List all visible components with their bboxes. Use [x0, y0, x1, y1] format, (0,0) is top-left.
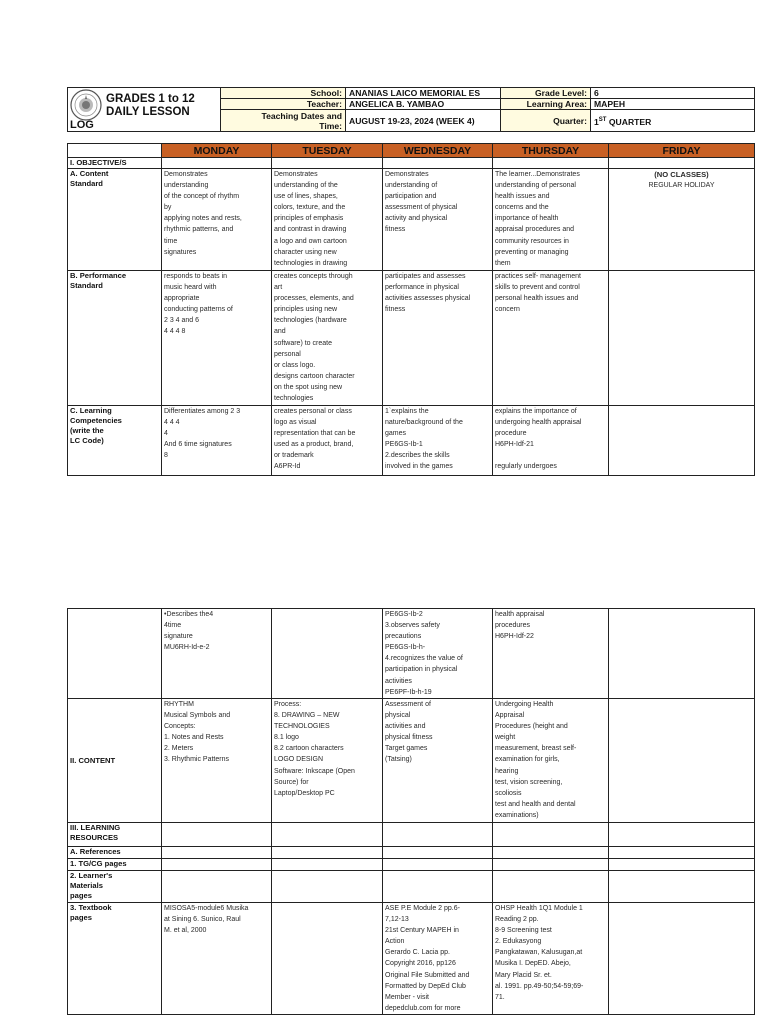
- competencies-mon: Differentiates among 2 3 4 4 4 4 And 6 time signatures 8: [162, 406, 272, 476]
- content-mon: RHYTHM Musical Symbols and Concepts: 1. Notes and Rests 2. Meters 3. Rhythmic Patterns: [162, 699, 272, 823]
- lesson-table-page1: [67, 143, 755, 476]
- teacher-value: ANGELICA B. YAMBAO: [346, 99, 501, 110]
- header-table: [67, 87, 755, 132]
- dll-title: GRADES 1 to 12 DAILY LESSON: [106, 93, 195, 118]
- title-cell: [68, 88, 221, 132]
- performance-standard-mon: responds to beats in music heard with appropriate conducting patterns of 2 3 4 and 6 4 4 4 8: [162, 271, 272, 406]
- learning-area-label: Learning Area:: [501, 99, 591, 110]
- school-label: School:: [221, 88, 346, 99]
- competencies-wed: 1`explains the nature/background of the games PE6GS-Ib-1 2.describes the skills involved in the games: [383, 406, 493, 476]
- no-classes-label: (NO CLASSES): [654, 170, 709, 179]
- quarter-label: Quarter:: [501, 110, 591, 132]
- competencies-thu: explains the importance of undergoing health appraisal procedure H6PH-Idf-21 regularly undergoes: [493, 406, 609, 476]
- textbook-thu: OHSP Health 1Q1 Module 1 Reading 2 pp. 8-9 Screening test 2. Edukasyong Pangkatawan, Kalusugan,at Musika I. DepED. Abejo, Mary Placid Sr. et. al. 1991. pp.49-50;54-59;69- 71.: [493, 903, 609, 1015]
- competencies-cont-mon: •Describes the4 4time signature MU6RH-Id-e-2: [162, 609, 272, 699]
- content-standard-wed: Demonstrates understanding of participation and assessment of physical activity and physical fitness: [383, 169, 493, 271]
- day-tuesday: TUESDAY: [272, 144, 383, 158]
- objectives-label: I. OBJECTIVE/S: [68, 158, 162, 169]
- competencies-tue: creates personal or class logo as visual representation that can be used as a product, brand, or trademark A6PR-Id: [272, 406, 383, 476]
- day-thursday: THURSDAY: [493, 144, 609, 158]
- performance-standard-label: B. Performance Standard: [68, 271, 162, 406]
- tg-cg-pages-label: 1. TG/CG pages: [68, 859, 162, 871]
- competencies-cont-thu: health appraisal procedures H6PH-Idf-22: [493, 609, 609, 699]
- learning-area-value: MAPEH: [591, 99, 755, 110]
- textbook-mon: MISOSA5-module6 Musika at Sining 6. Sunico, Raul M. et al, 2000: [162, 903, 272, 1015]
- grade-level-value: 6: [591, 88, 755, 99]
- content-standard-label: A. Content Standard: [68, 169, 162, 271]
- content-standard-fri: [609, 169, 755, 271]
- holiday-label: REGULAR HOLIDAY: [648, 182, 715, 190]
- performance-standard-wed: participates and assesses performance in physical activities assesses physical fitness: [383, 271, 493, 406]
- content-thu: Undergoing Health Appraisal Procedures (height and weight measurement, breast self- examination for girls, hearing test, vision screening, scoliosis test and health and dental examinations): [493, 699, 609, 823]
- learners-materials-label: 2. Learner's Materials pages: [68, 871, 162, 903]
- content-standard-thu: The learner...Demonstrates understanding of personal health issues and concerns and the importance of health appraisal procedures and community resources in preventing or managing them: [493, 169, 609, 271]
- deped-seal-icon: [70, 89, 102, 121]
- grade-level-label: Grade Level:: [501, 88, 591, 99]
- learning-resources-label: III. LEARNING RESOURCES: [68, 823, 162, 847]
- dates-value: AUGUST 19-23, 2024 (WEEK 4): [346, 110, 501, 132]
- content-label: II. CONTENT: [68, 699, 162, 823]
- content-standard-tue: Demonstrates understanding of the use of lines, shapes, colors, texture, and the principles of emphasis and contrast in drawing a logo and own cartoon character using new technologies in drawing: [272, 169, 383, 271]
- content-tue: Process: 8. DRAWING – NEW TECHNOLOGIES 8.1 logo 8.2 cartoon characters LOGO DESIGN Software: Inkscape (Open Source) for Laptop/Desktop PC: [272, 699, 383, 823]
- dates-label: Teaching Dates and Time:: [221, 110, 346, 132]
- content-wed: Assessment of physical activities and physical fitness Target games (Tatsing): [383, 699, 493, 823]
- content-standard-mon: Demonstrates understanding of the concept of rhythm by applying notes and rests, rhythmic patterns, and time signatures: [162, 169, 272, 271]
- lesson-table-page2: [67, 608, 755, 1015]
- quarter-value: 1ST QUARTER: [591, 110, 755, 132]
- textbook-wed: ASE P.E Module 2 pp.6- 7,12-13 21st Century MAPEH in Action Gerardo C. Lacia pp. Copyright 2016, pp126 Original File Submitted and Formatted by DepEd Club Member - visit depedclub.com for more: [383, 903, 493, 1015]
- corner-cell: [68, 144, 162, 158]
- textbook-pages-label: 3. Textbook pages: [68, 903, 162, 1015]
- dll-title-log: LOG: [70, 119, 94, 131]
- day-friday: FRIDAY: [609, 144, 755, 158]
- day-wednesday: WEDNESDAY: [383, 144, 493, 158]
- competencies-cont-wed: PE6GS-Ib-2 3.observes safety precautions PE6GS-Ib-h- 4.recognizes the value of participation in physical activities PE6PF-Ib-h-19: [383, 609, 493, 699]
- references-label: A. References: [68, 847, 162, 859]
- performance-standard-thu: practices self- management skills to prevent and control personal health issues and concern: [493, 271, 609, 406]
- day-monday: MONDAY: [162, 144, 272, 158]
- school-value: ANANIAS LAICO MEMORIAL ES: [346, 88, 501, 99]
- teacher-label: Teacher:: [221, 99, 346, 110]
- performance-standard-tue: creates concepts through art processes, elements, and principles using new technologies (hardware and software) to create personal or class logo. designs cartoon character on the spot using new technologies: [272, 271, 383, 406]
- competencies-label: C. Learning Competencies (write the LC Code): [68, 406, 162, 476]
